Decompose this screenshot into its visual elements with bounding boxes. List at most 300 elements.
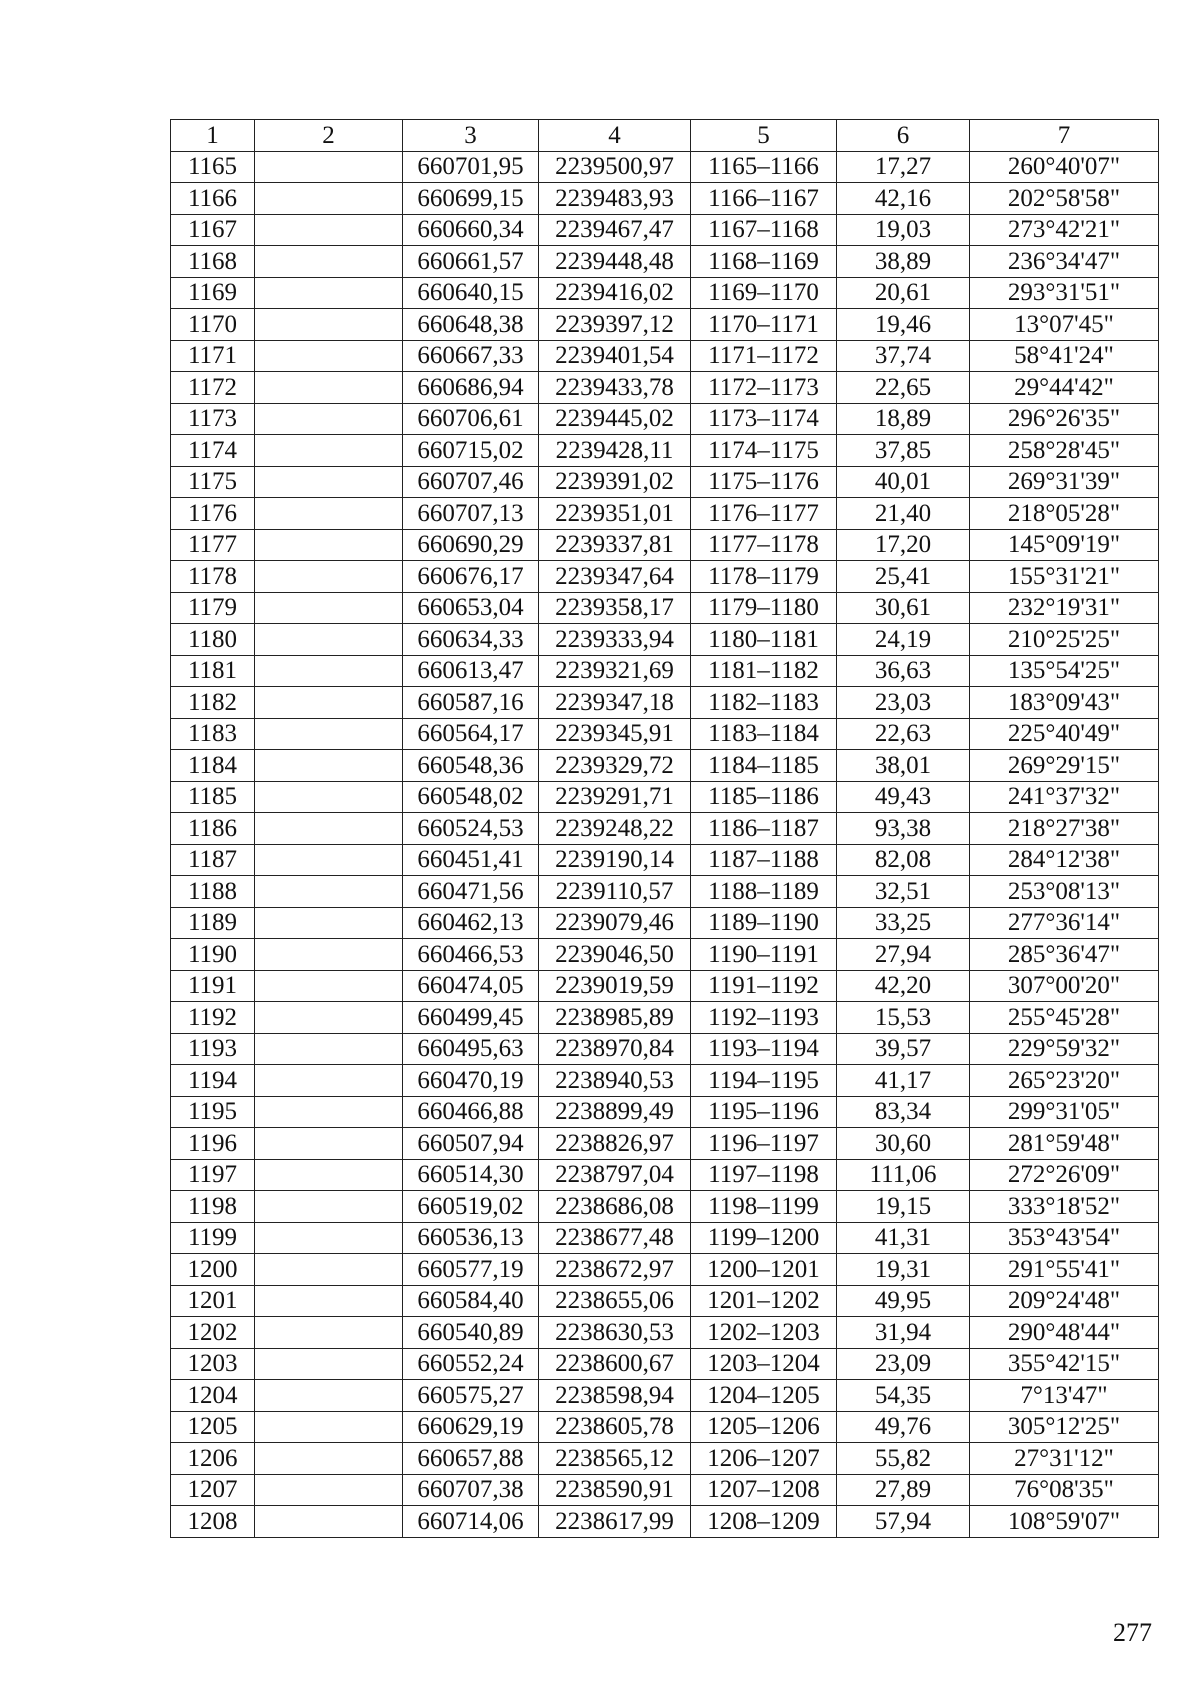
segment-cell: 1190–1191 [691,939,837,971]
x-coordinate-cell: 660640,15 [403,277,539,309]
distance-cell: 41,17 [837,1065,970,1097]
table-row [171,277,1159,309]
segment-cell: 1170–1171 [691,309,837,341]
x-coordinate-cell: 660507,94 [403,1128,539,1160]
table-body [171,151,1159,1537]
x-coordinate-cell: 660667,33 [403,340,539,372]
y-coordinate-cell: 2239397,12 [539,309,691,341]
x-coordinate-cell: 660701,95 [403,151,539,183]
table-row [171,1443,1159,1475]
table-row [171,1096,1159,1128]
table-row [171,1002,1159,1034]
segment-cell: 1167–1168 [691,214,837,246]
table-row [171,466,1159,498]
segment-cell: 1165–1166 [691,151,837,183]
distance-cell: 37,85 [837,435,970,467]
bearing-cell: 13°07'45" [970,309,1159,341]
y-coordinate-cell: 2239190,14 [539,844,691,876]
segment-cell: 1204–1205 [691,1380,837,1412]
distance-cell: 15,53 [837,1002,970,1034]
segment-cell: 1180–1181 [691,624,837,656]
x-coordinate-cell: 660451,41 [403,844,539,876]
distance-cell: 42,16 [837,183,970,215]
point-number-cell: 1203 [171,1348,255,1380]
bearing-cell: 29°44'42" [970,372,1159,404]
blank-cell [255,1285,403,1317]
table-row [171,372,1159,404]
x-coordinate-cell: 660707,46 [403,466,539,498]
x-coordinate-cell: 660466,88 [403,1096,539,1128]
point-number-cell: 1173 [171,403,255,435]
blank-cell [255,246,403,278]
segment-cell: 1175–1176 [691,466,837,498]
bearing-cell: 183°09'43" [970,687,1159,719]
table-row [171,403,1159,435]
blank-cell [255,1065,403,1097]
x-coordinate-cell: 660707,38 [403,1474,539,1506]
y-coordinate-cell: 2239079,46 [539,907,691,939]
distance-cell: 20,61 [837,277,970,309]
table-row [171,183,1159,215]
x-coordinate-cell: 660699,15 [403,183,539,215]
segment-cell: 1208–1209 [691,1506,837,1538]
blank-cell [255,561,403,593]
segment-cell: 1182–1183 [691,687,837,719]
segment-cell: 1168–1169 [691,246,837,278]
distance-cell: 32,51 [837,876,970,908]
y-coordinate-cell: 2238899,49 [539,1096,691,1128]
segment-cell: 1193–1194 [691,1033,837,1065]
table-row [171,592,1159,624]
x-coordinate-cell: 660657,88 [403,1443,539,1475]
blank-cell [255,1191,403,1223]
header-cell-7: 7 [970,120,1159,152]
segment-cell: 1195–1196 [691,1096,837,1128]
x-coordinate-cell: 660564,17 [403,718,539,750]
blank-cell [255,1033,403,1065]
bearing-cell: 307°00'20" [970,970,1159,1002]
distance-cell: 38,01 [837,750,970,782]
x-coordinate-cell: 660470,19 [403,1065,539,1097]
segment-cell: 1205–1206 [691,1411,837,1443]
blank-cell [255,309,403,341]
x-coordinate-cell: 660629,19 [403,1411,539,1443]
y-coordinate-cell: 2239291,71 [539,781,691,813]
point-number-cell: 1180 [171,624,255,656]
bearing-cell: 108°59'07" [970,1506,1159,1538]
segment-cell: 1203–1204 [691,1348,837,1380]
distance-cell: 19,46 [837,309,970,341]
point-number-cell: 1174 [171,435,255,467]
x-coordinate-cell: 660653,04 [403,592,539,624]
x-coordinate-cell: 660660,34 [403,214,539,246]
distance-cell: 30,61 [837,592,970,624]
y-coordinate-cell: 2239337,81 [539,529,691,561]
point-number-cell: 1208 [171,1506,255,1538]
segment-cell: 1174–1175 [691,435,837,467]
blank-cell [255,1443,403,1475]
point-number-cell: 1167 [171,214,255,246]
segment-cell: 1173–1174 [691,403,837,435]
distance-cell: 22,65 [837,372,970,404]
distance-cell: 40,01 [837,466,970,498]
point-number-cell: 1188 [171,876,255,908]
blank-cell [255,1254,403,1286]
table-row [171,781,1159,813]
bearing-cell: 241°37'32" [970,781,1159,813]
point-number-cell: 1190 [171,939,255,971]
distance-cell: 55,82 [837,1443,970,1475]
y-coordinate-cell: 2238677,48 [539,1222,691,1254]
point-number-cell: 1168 [171,246,255,278]
segment-cell: 1191–1192 [691,970,837,1002]
bearing-cell: 76°08'35" [970,1474,1159,1506]
bearing-cell: 229°59'32" [970,1033,1159,1065]
blank-cell [255,970,403,1002]
blank-cell [255,403,403,435]
blank-cell [255,876,403,908]
y-coordinate-cell: 2238590,91 [539,1474,691,1506]
y-coordinate-cell: 2239351,01 [539,498,691,530]
distance-cell: 27,89 [837,1474,970,1506]
bearing-cell: 290°48'44" [970,1317,1159,1349]
x-coordinate-cell: 660575,27 [403,1380,539,1412]
x-coordinate-cell: 660715,02 [403,435,539,467]
blank-cell [255,655,403,687]
table-row [171,340,1159,372]
blank-cell [255,907,403,939]
y-coordinate-cell: 2238797,04 [539,1159,691,1191]
table-row [171,876,1159,908]
segment-cell: 1177–1178 [691,529,837,561]
table-row [171,970,1159,1002]
header-cell-5: 5 [691,120,837,152]
y-coordinate-cell: 2239347,18 [539,687,691,719]
point-number-cell: 1185 [171,781,255,813]
point-number-cell: 1204 [171,1380,255,1412]
bearing-cell: 232°19'31" [970,592,1159,624]
blank-cell [255,498,403,530]
segment-cell: 1188–1189 [691,876,837,908]
point-number-cell: 1170 [171,309,255,341]
segment-cell: 1197–1198 [691,1159,837,1191]
bearing-cell: 253°08'13" [970,876,1159,908]
table-row [171,718,1159,750]
blank-cell [255,781,403,813]
distance-cell: 39,57 [837,1033,970,1065]
point-number-cell: 1187 [171,844,255,876]
x-coordinate-cell: 660714,06 [403,1506,539,1538]
bearing-cell: 218°05'28" [970,498,1159,530]
y-coordinate-cell: 2239019,59 [539,970,691,1002]
segment-cell: 1176–1177 [691,498,837,530]
blank-cell [255,1411,403,1443]
y-coordinate-cell: 2239345,91 [539,718,691,750]
distance-cell: 23,03 [837,687,970,719]
y-coordinate-cell: 2238655,06 [539,1285,691,1317]
distance-cell: 49,43 [837,781,970,813]
coordinates-table [170,119,1159,1538]
x-coordinate-cell: 660648,38 [403,309,539,341]
x-coordinate-cell: 660587,16 [403,687,539,719]
table-row [171,907,1159,939]
table-row [171,435,1159,467]
table-row [171,246,1159,278]
x-coordinate-cell: 660686,94 [403,372,539,404]
bearing-cell: 296°26'35" [970,403,1159,435]
table-row [171,1348,1159,1380]
point-number-cell: 1196 [171,1128,255,1160]
y-coordinate-cell: 2239483,93 [539,183,691,215]
point-number-cell: 1171 [171,340,255,372]
distance-cell: 38,89 [837,246,970,278]
y-coordinate-cell: 2239401,54 [539,340,691,372]
distance-cell: 36,63 [837,655,970,687]
segment-cell: 1166–1167 [691,183,837,215]
x-coordinate-cell: 660514,30 [403,1159,539,1191]
distance-cell: 37,74 [837,340,970,372]
header-cell-6: 6 [837,120,970,152]
x-coordinate-cell: 660462,13 [403,907,539,939]
blank-cell [255,435,403,467]
segment-cell: 1206–1207 [691,1443,837,1475]
table-row [171,1033,1159,1065]
y-coordinate-cell: 2238826,97 [539,1128,691,1160]
x-coordinate-cell: 660524,53 [403,813,539,845]
y-coordinate-cell: 2239248,22 [539,813,691,845]
y-coordinate-cell: 2239333,94 [539,624,691,656]
blank-cell [255,1380,403,1412]
bearing-cell: 305°12'25" [970,1411,1159,1443]
x-coordinate-cell: 660577,19 [403,1254,539,1286]
blank-cell [255,529,403,561]
bearing-cell: 281°59'48" [970,1128,1159,1160]
x-coordinate-cell: 660474,05 [403,970,539,1002]
y-coordinate-cell: 2239046,50 [539,939,691,971]
blank-cell [255,277,403,309]
segment-cell: 1184–1185 [691,750,837,782]
x-coordinate-cell: 660707,13 [403,498,539,530]
blank-cell [255,1474,403,1506]
blank-cell [255,1222,403,1254]
x-coordinate-cell: 660584,40 [403,1285,539,1317]
segment-cell: 1178–1179 [691,561,837,593]
segment-cell: 1183–1184 [691,718,837,750]
blank-cell [255,844,403,876]
x-coordinate-cell: 660690,29 [403,529,539,561]
table-row [171,939,1159,971]
bearing-cell: 145°09'19" [970,529,1159,561]
y-coordinate-cell: 2238598,94 [539,1380,691,1412]
point-number-cell: 1166 [171,183,255,215]
segment-cell: 1181–1182 [691,655,837,687]
point-number-cell: 1197 [171,1159,255,1191]
table-row [171,813,1159,845]
table-row [171,561,1159,593]
distance-cell: 82,08 [837,844,970,876]
segment-cell: 1187–1188 [691,844,837,876]
blank-cell [255,466,403,498]
y-coordinate-cell: 2239500,97 [539,151,691,183]
segment-cell: 1207–1208 [691,1474,837,1506]
header-cell-2: 2 [255,120,403,152]
header-cell-3: 3 [403,120,539,152]
bearing-cell: 333°18'52" [970,1191,1159,1223]
point-number-cell: 1179 [171,592,255,624]
distance-cell: 49,76 [837,1411,970,1443]
segment-cell: 1171–1172 [691,340,837,372]
x-coordinate-cell: 660499,45 [403,1002,539,1034]
table-row [171,1065,1159,1097]
segment-cell: 1199–1200 [691,1222,837,1254]
segment-cell: 1196–1197 [691,1128,837,1160]
y-coordinate-cell: 2239321,69 [539,655,691,687]
table-row [171,1191,1159,1223]
y-coordinate-cell: 2239428,11 [539,435,691,467]
segment-cell: 1186–1187 [691,813,837,845]
blank-cell [255,624,403,656]
blank-cell [255,1128,403,1160]
bearing-cell: 285°36'47" [970,939,1159,971]
distance-cell: 33,25 [837,907,970,939]
table-row [171,844,1159,876]
distance-cell: 19,31 [837,1254,970,1286]
distance-cell: 27,94 [837,939,970,971]
table-row [171,1474,1159,1506]
y-coordinate-cell: 2239391,02 [539,466,691,498]
y-coordinate-cell: 2239433,78 [539,372,691,404]
blank-cell [255,1096,403,1128]
point-number-cell: 1192 [171,1002,255,1034]
table-row [171,1411,1159,1443]
table-row [171,151,1159,183]
point-number-cell: 1207 [171,1474,255,1506]
bearing-cell: 155°31'21" [970,561,1159,593]
bearing-cell: 255°45'28" [970,1002,1159,1034]
bearing-cell: 135°54'25" [970,655,1159,687]
blank-cell [255,340,403,372]
distance-cell: 17,27 [837,151,970,183]
y-coordinate-cell: 2238605,78 [539,1411,691,1443]
table-row [171,309,1159,341]
distance-cell: 30,60 [837,1128,970,1160]
point-number-cell: 1172 [171,372,255,404]
point-number-cell: 1202 [171,1317,255,1349]
segment-cell: 1185–1186 [691,781,837,813]
table-row [171,1222,1159,1254]
y-coordinate-cell: 2239467,47 [539,214,691,246]
bearing-cell: 236°34'47" [970,246,1159,278]
y-coordinate-cell: 2238565,12 [539,1443,691,1475]
blank-cell [255,1159,403,1191]
blank-cell [255,1317,403,1349]
table-row [171,1380,1159,1412]
y-coordinate-cell: 2239329,72 [539,750,691,782]
bearing-cell: 291°55'41" [970,1254,1159,1286]
distance-cell: 18,89 [837,403,970,435]
point-number-cell: 1178 [171,561,255,593]
blank-cell [255,151,403,183]
point-number-cell: 1165 [171,151,255,183]
distance-cell: 57,94 [837,1506,970,1538]
table-row [171,1285,1159,1317]
bearing-cell: 265°23'20" [970,1065,1159,1097]
blank-cell [255,813,403,845]
bearing-cell: 209°24'48" [970,1285,1159,1317]
header-cell-1: 1 [171,120,255,152]
bearing-cell: 293°31'51" [970,277,1159,309]
distance-cell: 41,31 [837,1222,970,1254]
y-coordinate-cell: 2238630,53 [539,1317,691,1349]
segment-cell: 1202–1203 [691,1317,837,1349]
table-row [171,624,1159,656]
point-number-cell: 1193 [171,1033,255,1065]
distance-cell: 49,95 [837,1285,970,1317]
x-coordinate-cell: 660613,47 [403,655,539,687]
distance-cell: 25,41 [837,561,970,593]
bearing-cell: 258°28'45" [970,435,1159,467]
bearing-cell: 27°31'12" [970,1443,1159,1475]
y-coordinate-cell: 2239445,02 [539,403,691,435]
table-row [171,1317,1159,1349]
distance-cell: 83,34 [837,1096,970,1128]
point-number-cell: 1198 [171,1191,255,1223]
x-coordinate-cell: 660519,02 [403,1191,539,1223]
blank-cell [255,1348,403,1380]
segment-cell: 1201–1202 [691,1285,837,1317]
y-coordinate-cell: 2238686,08 [539,1191,691,1223]
y-coordinate-cell: 2239347,64 [539,561,691,593]
x-coordinate-cell: 660552,24 [403,1348,539,1380]
distance-cell: 42,20 [837,970,970,1002]
bearing-cell: 269°29'15" [970,750,1159,782]
bearing-cell: 353°43'54" [970,1222,1159,1254]
point-number-cell: 1205 [171,1411,255,1443]
y-coordinate-cell: 2239358,17 [539,592,691,624]
blank-cell [255,214,403,246]
point-number-cell: 1177 [171,529,255,561]
table-row [171,750,1159,782]
segment-cell: 1169–1170 [691,277,837,309]
table-row [171,529,1159,561]
y-coordinate-cell: 2238985,89 [539,1002,691,1034]
distance-cell: 21,40 [837,498,970,530]
distance-cell: 19,03 [837,214,970,246]
table-row [171,1128,1159,1160]
segment-cell: 1179–1180 [691,592,837,624]
segment-cell: 1172–1173 [691,372,837,404]
x-coordinate-cell: 660495,63 [403,1033,539,1065]
table-row [171,687,1159,719]
table-row [171,655,1159,687]
distance-cell: 19,15 [837,1191,970,1223]
y-coordinate-cell: 2239110,57 [539,876,691,908]
bearing-cell: 202°58'58" [970,183,1159,215]
bearing-cell: 355°42'15" [970,1348,1159,1380]
point-number-cell: 1169 [171,277,255,309]
y-coordinate-cell: 2238672,97 [539,1254,691,1286]
table-row [171,1506,1159,1538]
bearing-cell: 218°27'38" [970,813,1159,845]
y-coordinate-cell: 2239416,02 [539,277,691,309]
x-coordinate-cell: 660634,33 [403,624,539,656]
blank-cell [255,592,403,624]
point-number-cell: 1184 [171,750,255,782]
point-number-cell: 1181 [171,655,255,687]
bearing-cell: 260°40'07" [970,151,1159,183]
table-row [171,214,1159,246]
point-number-cell: 1175 [171,466,255,498]
